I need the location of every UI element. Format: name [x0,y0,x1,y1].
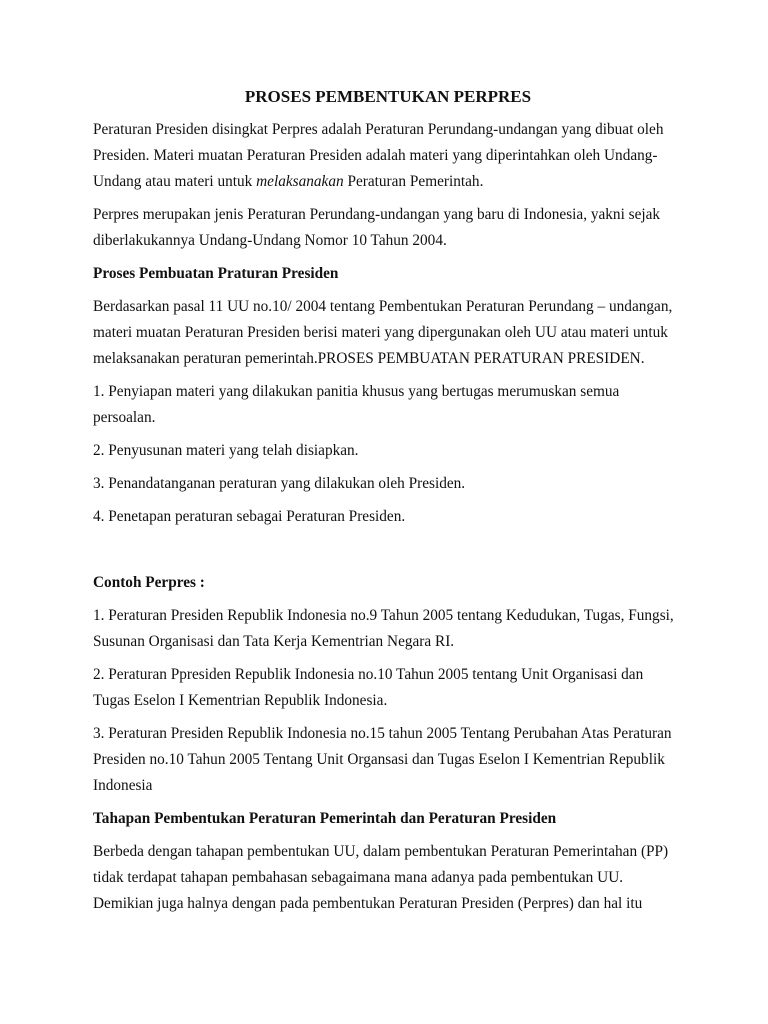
example-item: 1. Peraturan Presiden Republik Indonesia no.9 Tahun 2005 tentang Kedudukan, Tugas, Fungsi, Susunan Organisasi dan Tata Kerja Kementrian Negara RI. [93,607,674,650]
examples-list [93,603,683,799]
step-item: 2. Penyusunan materi yang telah disiapkan. [93,442,359,459]
intro-italic-word: melaksanakan [256,173,344,190]
step-item: 1. Penyiapan materi yang dilakukan panitia khusus yang bertugas merumuskan semua persoalan. [93,383,620,426]
heading-contoh-perpres: Contoh Perpres : [93,574,205,591]
paragraph-tahapan: Berbeda dengan tahapan pembentukan UU, dalam pembentukan Peraturan Pemerintahan (PP) tidak terdapat tahapan pembahasan sebagaimana mana adanya pada pembentukan UU. Demikian juga halnya dengan pada pembentukan Peraturan Presiden (Perpres) dan hal itu [93,843,669,912]
paragraph-perpres-jenis: Perpres merupakan jenis Peraturan Perundang-undangan yang baru di Indonesia, yakni sejak diberlakukannya Undang-Undang Nomor 10 Tahun 2004. [93,206,661,249]
step-item: 3. Penandatanganan peraturan yang dilakukan oleh Presiden. [93,475,466,492]
paragraph-pasal-11: Berdasarkan pasal 11 UU no.10/ 2004 tentang Pembentukan Peraturan Perundang – undangan, materi muatan Peraturan Presiden berisi materi yang dipergunakan oleh UU atau materi untuk melaksanakan peraturan pemerintah.PROSES PEMBUATAN PERATURAN PRESIDEN. [93,298,673,367]
document-title: PROSES PEMBENTUKAN PERPRES [244,87,532,106]
example-item: 2. Peraturan Ppresiden Republik Indonesia no.10 Tahun 2005 tentang Unit Organisasi dan Tugas Eselon I Kementrian Republik Indonesia. [93,666,644,709]
document-page [93,84,683,924]
intro-text-start: Peraturan Presiden disingkat Perpres adalah Peraturan Perundang-undangan yang dibuat oleh Presiden. Materi muatan Peraturan Presiden adalah materi yang diperintahkan oleh Undang-Undang atau materi untuk [93,121,664,190]
heading-proses-pembuatan: Proses Pembuatan Praturan Presiden [93,265,339,282]
intro-text-end: Peraturan Pemerintah. [343,173,484,190]
intro-paragraph [93,117,683,195]
blank-line [93,537,683,570]
step-item: 4. Penetapan peraturan sebagai Peraturan Presiden. [93,508,406,525]
steps-list [93,379,683,530]
heading-tahapan-pembentukan: Tahapan Pembentukan Peraturan Pemerintah dan Peraturan Presiden [93,810,557,827]
example-item: 3. Peraturan Presiden Republik Indonesia no.15 tahun 2005 Tentang Perubahan Atas Peraturan Presiden no.10 Tahun 2005 Tentang Unit Organsasi dan Tugas Eselon I Kementrian Republik Indonesia [93,725,672,794]
